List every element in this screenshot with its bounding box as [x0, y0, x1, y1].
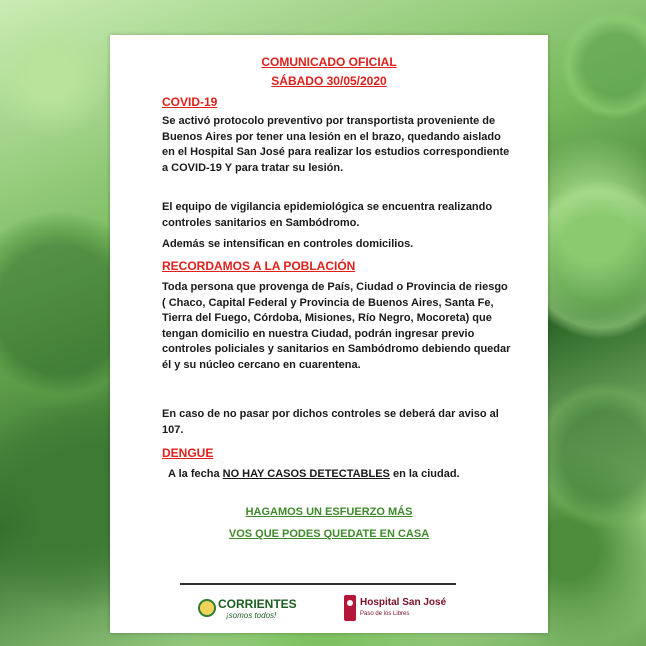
corrientes-seal-icon — [198, 599, 216, 617]
section-title-dengue: DENGUE — [162, 446, 214, 460]
section-title-covid: COVID-19 — [162, 95, 218, 109]
official-notice-document — [110, 35, 548, 633]
corrientes-logo-tagline: ¡somos todos! — [226, 611, 277, 620]
closing-line-2: VOS QUE PODES QUEDATE EN CASA — [228, 528, 430, 540]
corrientes-logo-name: CORRIENTES — [218, 597, 297, 611]
corrientes-logo — [198, 595, 298, 623]
covid-paragraph-1: Se activó protocolo preventivo por transportista proveniente de Buenos Aires por tener una lesión en el brazo, quedando aislado en el Hospital San José para realizar los estudios correspondiente a COVID-19 Y para tratar su lesión. — [162, 115, 510, 174]
section-title-reminder: RECORDAMOS A LA POBLACIÓN — [162, 259, 356, 273]
dengue-tail-text: en la ciudad. — [389, 468, 460, 480]
notice-title: COMUNICADO OFICIAL — [261, 55, 397, 69]
reminder-paragraph-2: En caso de no pasar por dichos controles se deberá dar aviso al 107. — [162, 408, 499, 436]
hospital-logo-name: Hospital San José — [360, 597, 447, 608]
covid-paragraph-2: El equipo de vigilancia epidemiológica se encuentra realizando controles sanitarios en Sambódromo. — [162, 201, 493, 229]
hospital-mark-icon — [344, 595, 356, 621]
footer-divider — [180, 583, 456, 585]
dengue-highlight-text: NO HAY CASOS DETECTABLES — [222, 468, 390, 480]
hospital-logo — [344, 593, 464, 627]
notice-date: SÁBADO 30/05/2020 — [271, 74, 387, 88]
virus-illustration — [560, 10, 646, 120]
covid-paragraph-3: Además se intensifican en controles domicilios. — [162, 238, 414, 250]
dengue-paragraph — [168, 467, 468, 483]
hospital-logo-subtitle: Paso de los Libres — [360, 611, 410, 617]
closing-line-1: HAGAMOS UN ESFUERZO MÁS — [245, 506, 413, 518]
reminder-paragraph-1: Toda persona que provenga de País, Ciudad o Provincia de riesgo ( Chaco, Capital Federal y Provincia de Buenos Aires, Santa Fe, Tierra del Fuego, Córdoba, Misiones, Río Negro, Mocoreta) que tengan domicilio en nuestra Ciudad, podrán ingresar previo controles policiales y sanitarios en Sambódromo debiendo quedar él y su núcleo cercano en cuarentena. — [162, 281, 511, 371]
dengue-lead-text: A la fecha — [168, 468, 223, 480]
